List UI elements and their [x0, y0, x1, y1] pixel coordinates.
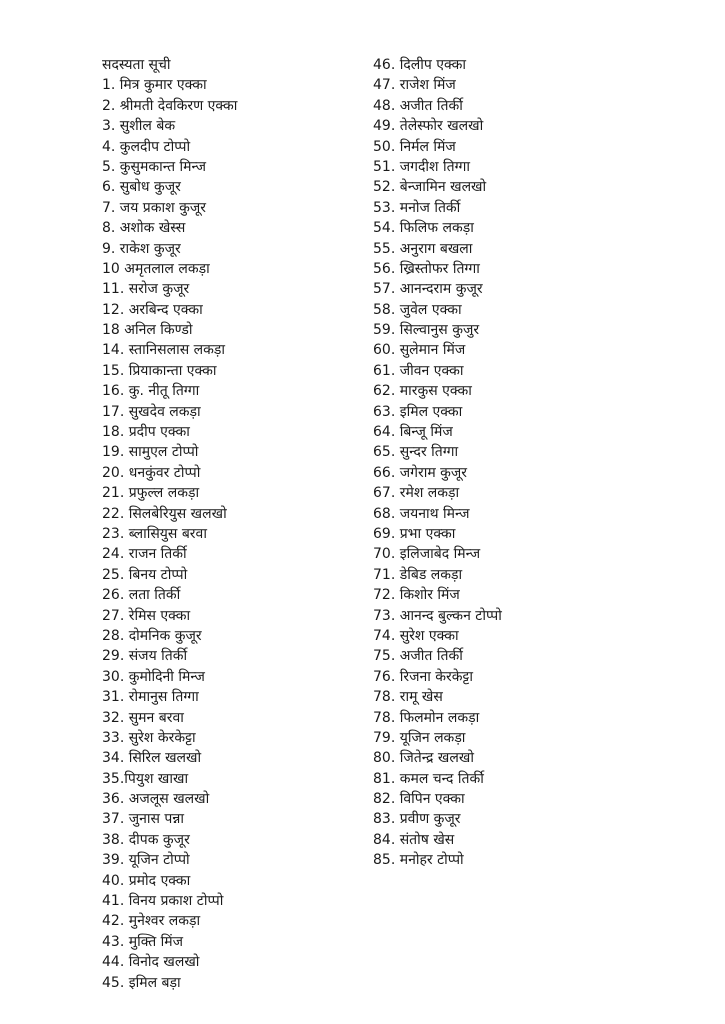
member-item: 5. कुसुमकान्त मिन्ज — [102, 158, 207, 175]
member-item: 80. जितेन्द्र खलखो — [373, 750, 474, 767]
member-item: 4. कुलदीप टोप्पो — [102, 138, 191, 155]
member-item: 70. इलिजाबेद मिन्ज — [373, 546, 481, 563]
member-item: 24. राजन तिर्की — [102, 546, 187, 563]
member-item: 47. राजेश मिंज — [373, 77, 456, 94]
member-item: 60. सुलेमान मिंज — [373, 342, 466, 359]
member-item: 78. फिलमोन लकड़ा — [373, 709, 480, 726]
member-item: 32. सुमन बरवा — [102, 709, 184, 726]
member-item: 3. सुशील बेक — [102, 118, 176, 135]
member-item: 46. दिलीप एक्का — [373, 57, 467, 73]
member-item: 61. जीवन एक्का — [373, 362, 464, 379]
member-item: 55. अनुराग बखला — [373, 240, 473, 257]
member-item: 41. विनय प्रकाश टोप्पो — [102, 893, 224, 910]
member-item: 85. मनोहर टोप्पो — [373, 852, 464, 869]
member-item: 59. सिल्वानुस कुजुर — [373, 322, 480, 339]
member-item: 7. जय प्रकाश कुजूर — [102, 199, 206, 216]
member-item: 79. यूजिन लकड़ा — [373, 729, 466, 746]
member-item: 33. सुरेश केरकेट्टा — [102, 729, 196, 746]
member-item: 39. यूजिन टोप्पो — [102, 852, 190, 869]
member-item: 51. जगदीश तिग्गा — [373, 158, 471, 175]
member-item: 68. जयनाथ मिन्ज — [373, 505, 470, 522]
member-item: 56. ख्रिस्तोफर तिग्गा — [373, 260, 480, 277]
member-item: 42. मुनेश्वर लकड़ा — [102, 913, 201, 930]
member-item: 58. जुवेल एक्का — [373, 301, 462, 318]
member-item: 49. तेलेस्फोर खलखो — [373, 118, 484, 135]
member-item: 18. प्रदीप एक्का — [102, 424, 190, 441]
member-item: 78. रामू खेस — [373, 689, 443, 706]
member-item: 73. आनन्द बुल्कन टोप्पो — [373, 607, 502, 624]
member-item: 10 अमृतलाल लकड़ा — [102, 260, 210, 277]
member-item: 17. सुखदेव लकड़ा — [102, 403, 201, 420]
member-item: 64. बिन्जू मिंज — [373, 424, 453, 441]
membership-list-right — [373, 55, 502, 871]
member-item: 52. बेन्जामिन खलखो — [373, 179, 487, 196]
member-item: 29. संजय तिर्की — [102, 648, 188, 665]
member-item: 81. कमल चन्द तिर्की — [373, 770, 484, 787]
member-item: 66. जगेराम कुजूर — [373, 464, 468, 481]
member-item: 12. अरबिन्द एक्का — [102, 301, 203, 318]
member-item: 76. रिजना केरकेट्टा — [373, 668, 474, 685]
member-item: 21. प्रफुल्ल लकड़ा — [102, 485, 200, 502]
member-item: 20. धनकुंवर टोप्पो — [102, 464, 201, 481]
member-item: 34. सिरिल खलखो — [102, 750, 202, 767]
member-item: 54. फिलिफ लकड़ा — [373, 220, 474, 237]
member-item: 2. श्रीमती देवकिरण एक्का — [102, 97, 238, 114]
member-item: 67. रमेश लकड़ा — [373, 485, 460, 502]
member-item: 57. आनन्दराम कुजूर — [373, 281, 483, 298]
member-item: 30. कुमोदिनी मिन्ज — [102, 668, 205, 685]
member-item: 63. इमिल एक्का — [373, 403, 463, 420]
member-item: 35.पियुश खाखा — [102, 770, 189, 787]
member-item: 16. कु. नीतू तिग्गा — [102, 383, 200, 400]
member-item: 69. प्रभा एक्का — [373, 525, 456, 542]
list-title: सदस्यता सूची — [102, 57, 171, 73]
membership-list-left — [102, 55, 237, 993]
member-item: 65. सुन्दर तिग्गा — [373, 444, 459, 461]
member-item: 1. मित्र कुमार एक्का — [102, 77, 207, 94]
member-item: 8. अशोक खेस्स — [102, 220, 186, 237]
member-item: 15. प्रियाकान्ता एक्का — [102, 362, 217, 379]
member-item: 28. दोमनिक कुजूर — [102, 627, 202, 644]
member-item: 37. जुनास पन्ना — [102, 811, 184, 828]
member-item: 19. सामुएल टोप्पो — [102, 444, 199, 461]
member-item: 26. लता तिर्की — [102, 587, 181, 604]
member-item: 22. सिलबेरियुस खलखो — [102, 505, 227, 522]
member-item: 18 अनिल किण्डो — [102, 322, 193, 339]
member-item: 9. राकेश कुजूर — [102, 240, 181, 257]
member-item: 14. स्तानिसलास लकड़ा — [102, 342, 226, 359]
member-item: 71. डेबिड लकड़ा — [373, 566, 463, 583]
member-item: 23. ब्लासियुस बरवा — [102, 525, 207, 542]
member-item: 6. सुबोध कुजूर — [102, 179, 181, 196]
member-item: 44. विनोद खलखो — [102, 954, 200, 971]
member-item: 43. मुक्ति मिंज — [102, 933, 184, 950]
member-item: 38. दीपक कुजूर — [102, 831, 190, 848]
member-item: 83. प्रवीण कुजूर — [373, 811, 461, 828]
member-item: 25. बिनय टोप्पो — [102, 566, 188, 583]
member-item: 36. अजलूस खलखो — [102, 791, 210, 808]
member-item: 53. मनोज तिर्की — [373, 199, 461, 216]
member-item: 40. प्रमोद एक्का — [102, 872, 191, 889]
member-item: 82. विपिन एक्का — [373, 791, 465, 808]
member-item: 27. रेमिस एक्का — [102, 607, 191, 624]
member-item: 11. सरोज कुजूर — [102, 281, 190, 298]
member-item: 75. अजीत तिर्की — [373, 648, 463, 665]
member-item: 72. किशोर मिंज — [373, 587, 460, 604]
member-item: 48. अजीत तिर्की — [373, 97, 463, 114]
member-item: 50. निर्मल मिंज — [373, 138, 456, 155]
member-item: 62. मारकुस एक्का — [373, 383, 472, 400]
member-item: 84. संतोष खेस — [373, 831, 455, 848]
member-item: 74. सुरेश एक्का — [373, 627, 459, 644]
member-item: 45. इमिल बड़ा — [102, 974, 181, 991]
member-item: 31. रोमानुस तिग्गा — [102, 689, 199, 706]
